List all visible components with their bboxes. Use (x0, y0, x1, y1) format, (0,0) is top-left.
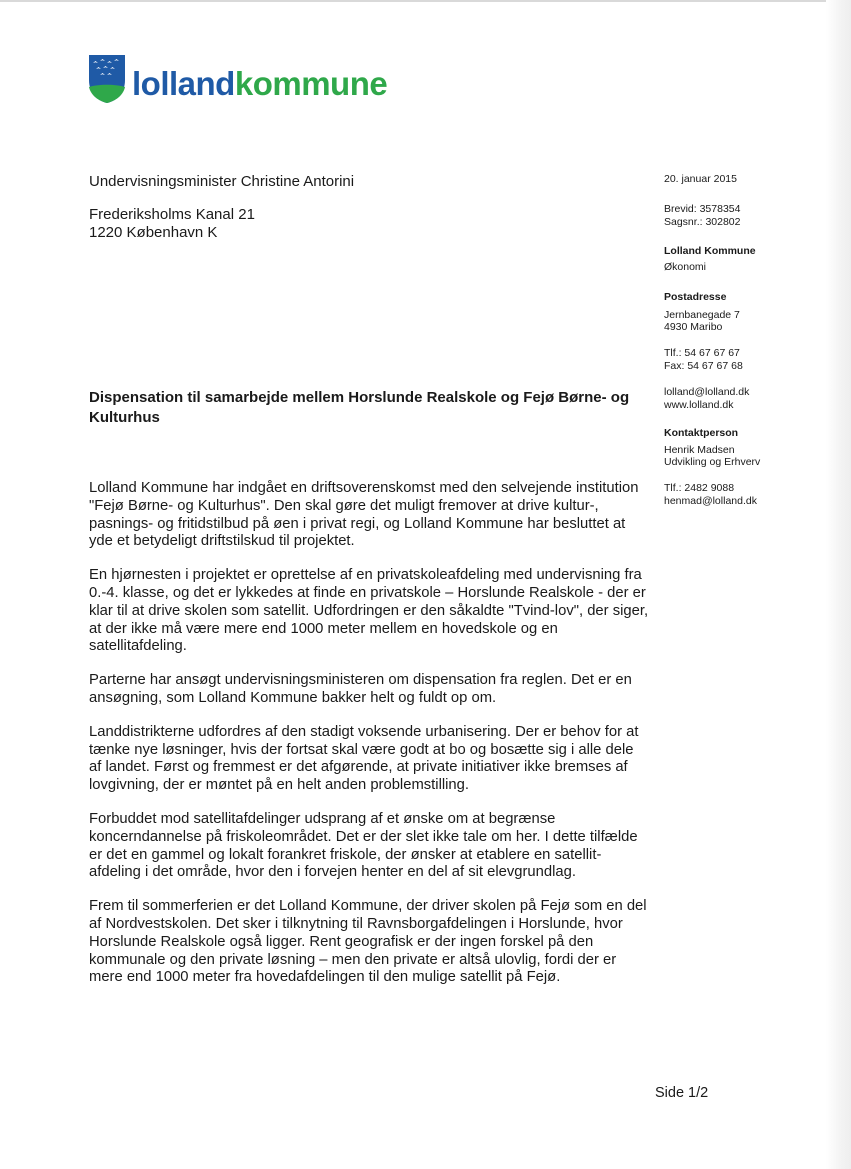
reference-block (664, 203, 740, 228)
letter-body (89, 480, 649, 1003)
recipient-street: Frederiksholms Kanal 21 (89, 206, 255, 223)
body-paragraph: Frem til sommerferien er det Lolland Kommune, der driver skolen på Fejø som en del af Nordvestskolen. Det sker i tilknytning til Ravnsborgafdelingen i Horslunde, hvor Horslunde Realskole også ligger. Rent geografisk er der ingen forskel på den kommunale og den private løsning – men den private er altså ulovlig, fordi der er mere end 1000 meter fra hovedafdelingen til den mulige satellit på Fejø. (89, 898, 647, 986)
scan-right-edge (826, 0, 851, 1169)
recipient-address (89, 206, 255, 242)
sender-dept: Økonomi (664, 260, 707, 273)
phone-block (664, 347, 743, 372)
postal-street: Jernbanegade 7 (664, 308, 740, 321)
email-link[interactable]: lolland@lolland.dk (664, 386, 750, 398)
contact-dept: Udvikling og Erhverv (664, 456, 761, 468)
contact-info-block (664, 482, 757, 507)
logo-text-lolland: lolland (132, 64, 235, 102)
letter-title: Dispensation til samarbejde mellem Horslunde Realskole og Fejø Børne- og Kulturhus (89, 389, 630, 426)
letter-date: 20. januar 2015 (664, 173, 737, 185)
municipality-logo (88, 52, 387, 106)
contact-block (664, 427, 760, 469)
body-paragraph: Parterne har ansøgt undervisningsministeren om dispensation fra reglen. Det er en ansøgning, som Lolland Kommune bakker helt og fuldt op om. (89, 672, 632, 706)
scan-top-edge (0, 0, 851, 2)
body-paragraph: Landdistrikterne udfordres af den stadigt voksende urbanisering. Der er behov for at tænke nye løsninger, hvis der fortsat skal være godt at bo og bosætte sig i alle dele af landet. Først og fremmest er det afgørende, at private initiativer ikke bremses af lovgivning, der er møntet på en helt anden problemstilling. (89, 723, 639, 794)
logo-wordmark (132, 64, 388, 102)
contact-phone: Tlf.: 2482 9088 (664, 482, 735, 494)
web-block (664, 386, 749, 411)
shield-icon (88, 54, 126, 104)
postal-address-block (664, 291, 740, 334)
postal-city: 4930 Maribo (664, 321, 723, 333)
body-paragraph: Lolland Kommune har indgået en driftsoverenskomst med den selvejende institution "Fejø Børne- og Kulturhus". Den skal gøre det muligt fremover at drive kultur-, pasnings- og fritidstilbud på øen i privat regi, og Lolland Kommune har besluttet at yde et betydeligt driftstilskud til projektet. (89, 480, 639, 550)
website-link[interactable]: www.lolland.dk (664, 398, 734, 411)
contact-email-link[interactable]: henmad@lolland.dk (664, 494, 757, 507)
sender-block (664, 245, 756, 273)
recipient-city: 1220 København K (89, 224, 218, 241)
body-paragraph: En hjørnesten i projektet er oprettelse af en privatskoleafdeling med undervisning fra 0.-4. klasse, og det er lykkedes at finde en privatskole – Horslunde Realskole - der er klar til at drive skolen som satellit. Udfordringen er den såkaldte "Tvind-lov", der siger, at der ikke må være mere end 1000 meter mellem en hovedskole og en satellitafdeling. (89, 567, 649, 655)
page-number: Side 1/2 (655, 1085, 709, 1101)
contact-heading: Kontaktperson (664, 427, 739, 439)
body-paragraph: Forbuddet mod satellitafdelinger udsprang af et ønske om at begrænse koncerndannelse på friskoleområdet. Det er der slet ikke tale om her. I dette tilfælde er det en gammel og lokalt forankret friskole, der ønsker at etablere en satellit-afdeling i det område, hvor den i forvejen henter en del af sit elevgrundlag. (89, 810, 638, 881)
logo-text-kommune: kommune (234, 64, 388, 102)
contact-name: Henrik Madsen (664, 443, 735, 456)
brevid: Brevid: 3578354 (664, 203, 741, 215)
recipient-name: Undervisningsminister Christine Antorini (89, 173, 355, 190)
sender-org: Lolland Kommune (664, 245, 756, 257)
sagsnr: Sagsnr.: 302802 (664, 215, 741, 228)
phone: Tlf.: 54 67 67 67 (664, 347, 740, 359)
postal-heading: Postadresse (664, 291, 727, 303)
fax: Fax: 54 67 67 68 (664, 359, 743, 372)
